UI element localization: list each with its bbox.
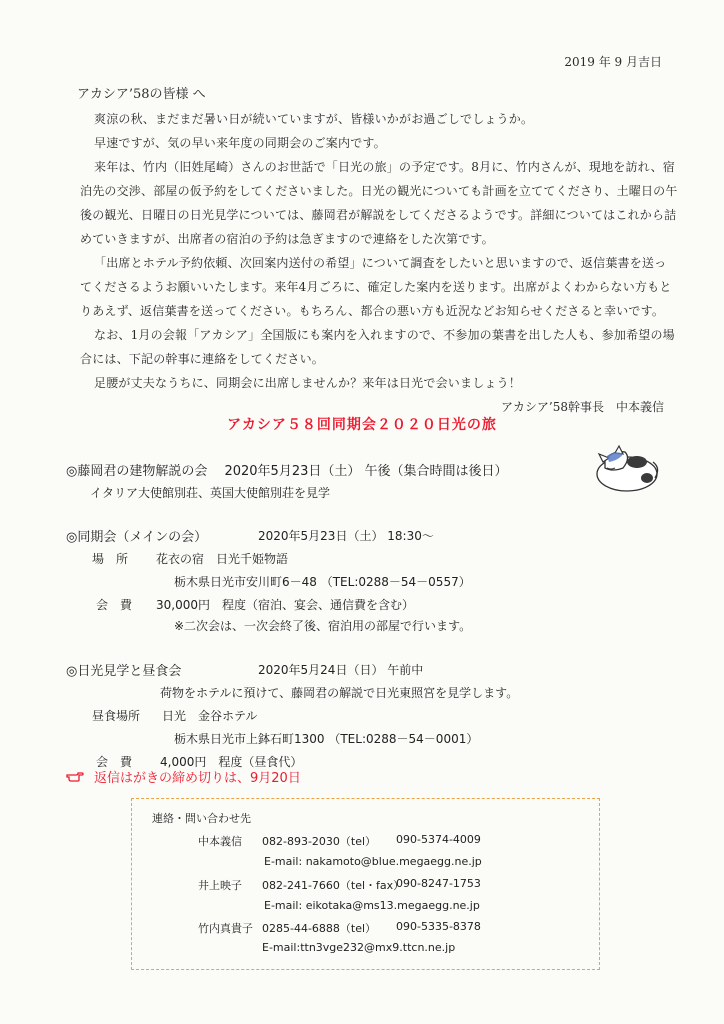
contact-phone: 0285-44-6888（tel）	[262, 922, 377, 935]
salutation: アカシア’58の皆様 へ	[77, 87, 206, 102]
section3-address: 栃木県日光市上鉢石町1300 （TEL:0288－54－0001）	[174, 732, 479, 746]
contact-email: E-mail: nakamoto@blue.megaegg.ne.jp	[264, 855, 482, 868]
section2-datetime: 2020年5月23日（土） 18:30～	[258, 529, 434, 543]
letter-line: 早速ですが、気の早い来年度の同期会のご案内です。	[94, 136, 386, 150]
pointing-hand-icon	[66, 769, 84, 783]
letter-signature: アカシア’58幹事長 中本義信	[501, 400, 664, 414]
section1-heading: ◎藤岡君の建物解説の会 2020年5月23日（土） 午後（集合時間は後日）	[66, 464, 508, 479]
event-title: アカシア５８回同期会２０２０日光の旅	[227, 417, 497, 433]
contact-name: 中本義信	[198, 835, 242, 848]
letter-line: てくださるようお願いいたします。来年4月ごろに、確定した案内を送ります。出席がよくわからない方もと	[80, 280, 672, 294]
sleeping-cat-icon	[585, 438, 663, 496]
contact-phone: 082-893-2030（tel）	[262, 835, 377, 848]
contact-email: E-mail: eikotaka@ms13.megaegg.ne.jp	[264, 899, 480, 912]
section3-place-value: 日光 金谷ホテル	[162, 709, 258, 723]
letter-line: めていきますが、出席者の宿泊の予約は急ぎますので連絡をした次第です。	[80, 232, 494, 246]
letter-line: 「出席とホテル予約依頼、次回案内送付の希望」について調査をしたいと思いますので、返信葉書を送っ	[94, 256, 667, 270]
contact-mobile: 090-8247-1753	[396, 877, 481, 890]
section3-place-label: 昼食場所	[92, 709, 141, 723]
letter-line: なお、1月の会報「アカシア」全国版にも案内を入れますので、不参加の葉書を出した人も、参加希望の場	[94, 328, 675, 342]
section3-fee-label: 会 費	[96, 755, 133, 769]
section2-note: ※二次会は、一次会終了後、宿泊用の部屋で行います。	[174, 619, 472, 633]
letter-line: 泊先の交渉、部屋の仮予約をしてくださいました。日光の観光についても計画を立ててくださり、土曜日の午	[80, 184, 678, 198]
contact-email: E-mail:ttn3vge232@mx9.ttcn.ne.jp	[262, 941, 456, 954]
section2-fee-value: 30,000円 程度（宿泊、宴会、通信費を含む）	[156, 598, 414, 612]
reply-deadline: 返信はがきの締め切りは、9月20日	[94, 771, 301, 786]
section2-place-value: 花衣の宿 日光千姫物語	[156, 552, 289, 566]
section2-heading: ◎同期会（メインの会）	[66, 530, 208, 545]
section3-heading: ◎日光見学と昼食会	[66, 664, 182, 679]
letter-line: 足腰が丈夫なうちに、同期会に出席しませんか？来年は日光で会いましょう！	[94, 376, 522, 390]
letter-line: 合には、下記の幹事に連絡をしてください。	[80, 352, 325, 366]
contact-mobile: 090-5335-8378	[396, 920, 481, 933]
contact-name: 竹内真貴子	[198, 922, 253, 935]
letter-line: 後の観光、日曜日の日光見学については、藤岡君が解説をしてくださるようです。詳細についてはこれから詰	[80, 208, 677, 222]
section2-fee-label: 会 費	[96, 598, 133, 612]
section3-datetime: 2020年5月24日（日） 午前中	[258, 663, 424, 677]
section3-detail: 荷物をホテルに預けて、藤岡君の解説で日光東照宮を見学します。	[160, 686, 519, 700]
letter-line: りあえず、返信葉書を送ってください。もちろん、都合の悪い方も近況などお知らせくださると幸いです。	[80, 304, 665, 318]
section1-detail: イタリア大使館別荘、英国大使館別荘を見学	[90, 486, 331, 500]
letter-date: 2019 年 9 月吉日	[564, 55, 662, 69]
section3-fee-value: 4,000円 程度（昼食代）	[160, 755, 303, 769]
letter-line: 爽涼の秋、まだまだ暑い日が続いていますが、皆様いかがお過ごしでしょうか。	[94, 112, 534, 126]
section2-address: 栃木県日光市安川町6－48 （TEL:0288－54－0557）	[174, 575, 471, 589]
contacts-heading: 連絡・問い合わせ先	[152, 812, 251, 825]
section2-place-label: 場 所	[92, 552, 129, 566]
letter-line: 来年は、竹内（旧姓尾崎）さんのお世話で「日光の旅」の予定です。8月に、竹内さんが、現地を訪れ、宿	[94, 160, 675, 174]
contact-mobile: 090-5374-4009	[396, 833, 481, 846]
contact-name: 井上映子	[198, 879, 242, 892]
contact-phone: 082-241-7660（tel・fax）	[262, 879, 405, 892]
